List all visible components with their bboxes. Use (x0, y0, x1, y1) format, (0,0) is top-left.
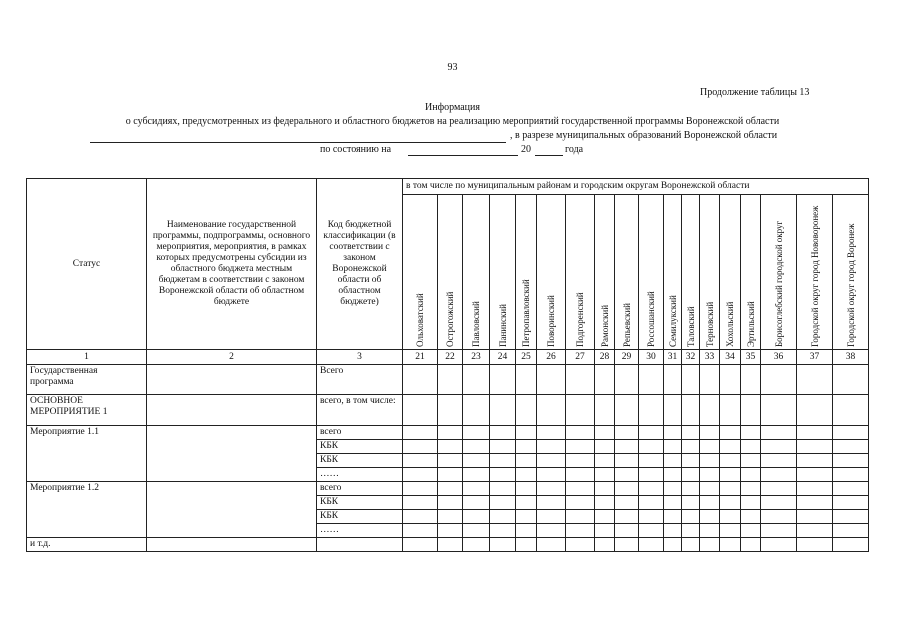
column-number: 38 (833, 350, 869, 365)
column-number: 33 (700, 350, 720, 365)
header-district: Городской округ город Воронеж (833, 195, 869, 350)
column-number: 27 (566, 350, 595, 365)
program-name-blank-line (90, 142, 506, 143)
column-number: 37 (797, 350, 833, 365)
row-code: всего (317, 482, 403, 496)
column-number: 23 (463, 350, 490, 365)
row-status: Мероприятие 1.1 (27, 426, 147, 482)
column-number: 34 (720, 350, 741, 365)
date-year-prefix: 20 (521, 144, 531, 155)
date-blank-line (408, 155, 518, 156)
row-name (147, 482, 317, 538)
date-prefix: по состоянию на (320, 144, 392, 155)
row-status: и т.д. (27, 538, 147, 552)
row-name (147, 426, 317, 482)
row-status: Мероприятие 1.2 (27, 482, 147, 538)
document-subtitle: о субсидиях, предусмотренных из федерального и областного бюджетов на реализацию мероприятий государственной программы Воронежской области (125, 116, 780, 127)
header-district: Ольховатский (403, 195, 438, 350)
page-number: 93 (447, 62, 458, 73)
column-number: 2 (147, 350, 317, 365)
row-code: …… (317, 468, 403, 482)
year-blank-line (535, 155, 563, 156)
row-code: …… (317, 524, 403, 538)
header-district: Поворинский (537, 195, 566, 350)
row-code: всего, в том числе: (317, 395, 403, 426)
row-code: КБК (317, 440, 403, 454)
header-district: Городской округ город Нововоронеж (797, 195, 833, 350)
header-code: Код бюджетной классификации (в соответствии с законом Воронежской области об областном бюджете) (317, 179, 403, 350)
header-district: Рамонский (595, 195, 615, 350)
column-number: 36 (761, 350, 797, 365)
header-district: Борисоглебский городской округ (761, 195, 797, 350)
row-status: ОСНОВНОЕ МЕРОПРИЯТИЕ 1 (27, 395, 147, 426)
header-district: Репьевский (615, 195, 639, 350)
row-code: Всего (317, 365, 403, 395)
row-name (147, 395, 317, 426)
column-number: 30 (639, 350, 664, 365)
column-number: 35 (741, 350, 761, 365)
column-number: 29 (615, 350, 639, 365)
table-row (27, 395, 869, 426)
row-name (147, 365, 317, 395)
column-number: 1 (27, 350, 147, 365)
header-district: Хохольский (720, 195, 741, 350)
header-district: Семилукский (664, 195, 682, 350)
header-district: Подгоренский (566, 195, 595, 350)
row-code: всего (317, 426, 403, 440)
table-row (27, 365, 869, 395)
date-suffix: года (565, 144, 584, 155)
column-number: 31 (664, 350, 682, 365)
table-row (27, 482, 869, 496)
header-district: Петропавловский (516, 195, 537, 350)
subsidy-table (26, 178, 869, 552)
row-status: Государственная программа (27, 365, 147, 395)
row-code: КБК (317, 454, 403, 468)
header-name: Наименование государственной программы, подпрограммы, основного мероприятия, мероприятия, в рамках которых предусмотрены субсидии из областного бюджета местным бюджетам в соответствии с законом Воронежской области об областном бюджете (147, 179, 317, 350)
row-code: КБК (317, 496, 403, 510)
column-number: 21 (403, 350, 438, 365)
header-district-group: в том числе по муниципальным районам и городским округам Воронежской области (403, 179, 869, 195)
header-district: Эртильский (741, 195, 761, 350)
row-code: КБК (317, 510, 403, 524)
column-number: 3 (317, 350, 403, 365)
header-district: Панинский (490, 195, 516, 350)
table-row (27, 538, 869, 552)
column-number: 24 (490, 350, 516, 365)
header-district: Терновский (700, 195, 720, 350)
table-row (27, 426, 869, 440)
column-number: 28 (595, 350, 615, 365)
header-district: Острогожский (438, 195, 463, 350)
document-subtitle-continuation: , в разрезе муниципальных образований Воронежской области (510, 130, 778, 141)
header-status: Статус (27, 179, 147, 350)
document-title: Информация (425, 102, 480, 113)
header-district: Таловский (682, 195, 700, 350)
header-district: Россошанский (639, 195, 664, 350)
column-number: 22 (438, 350, 463, 365)
header-district: Павловский (463, 195, 490, 350)
column-number: 25 (516, 350, 537, 365)
column-number: 26 (537, 350, 566, 365)
column-number: 32 (682, 350, 700, 365)
table-continuation-label: Продолжение таблицы 13 (700, 87, 810, 98)
